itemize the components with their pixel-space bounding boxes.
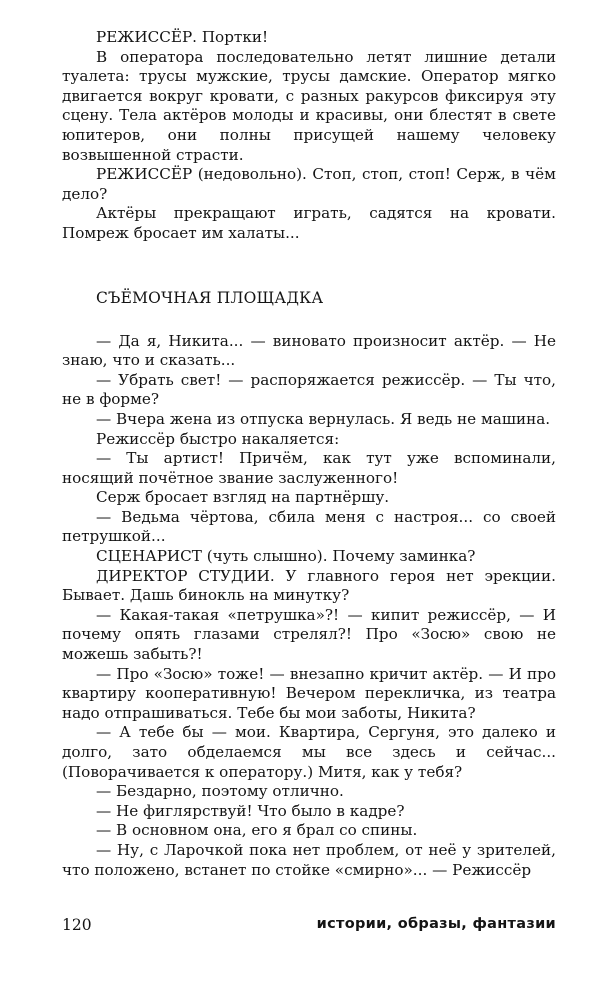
running-title: истории, образы, фантазии [316,916,556,932]
paragraph: — Какая-такая «петрушка»?! — кипит режиссёр, — И почему опять глазами стрелял?! Про «Зосю» свою не можешь забыть?! [62,605,556,664]
paragraph: Режиссёр быстро накаляется: [96,429,340,448]
scene-text-block [62,332,556,881]
paragraph: — Ты артист! Причём, как тут уже вспоминали, носящий почётное звание заслуженного! [62,449,556,487]
paragraph: — Про «Зосю» тоже! — внезапно кричит актёр. — И про квартиру кооперативную! Вечером перекличка, из театра надо отпрашиваться. Тебе бы мои заботы, Никита? [62,664,556,722]
scene-heading: СЪЁМОЧНАЯ ПЛОЩАДКА [96,288,324,307]
paragraph: — Ведьма чёртова, сбила меня с настроя... со своей петрушкой... [62,507,556,546]
paragraph: — Бездарно, поэтому отлично. [96,782,344,801]
paragraph: РЕЖИССЁР. Портки! [96,28,269,46]
paragraph: — Вчера жена из отпуска вернулась. Я ведь не машина. [96,409,551,428]
book-page [62,28,556,880]
paragraph: — Убрать свет! — распоряжается режиссёр. — Ты что, не в форме? [62,370,556,409]
top-text-block [62,28,556,244]
paragraph: — Не фиглярствуй! Что было в кадре? [96,801,405,820]
paragraph: СЦЕНАРИСТ (чуть слышно). Почему заминка? [96,547,476,566]
paragraph: ДИРЕКТОР СТУДИИ. У главного героя нет эрекции. Бывает. Дашь бинокль на минутку? [62,566,556,605]
paragraph: Актёры прекращают играть, садятся на кровати. Помреж бросает им халаты... [62,204,556,242]
paragraph: Серж бросает взгляд на партнёршу. [96,488,390,507]
page-footer [62,916,556,936]
paragraph: — А тебе бы — мои. Квартира, Сергуня, это далеко и долго, зато обделаемся мы все здесь и сейчас... (Поворачивается к оператору.) Митя, как у тебя? [62,723,556,781]
paragraph: — В основном она, его я брал со спины. [96,821,418,840]
paragraph: В оператора последовательно летят лишние детали туалета: трусы мужские, трусы дамские. Оператор мягко двигается вокруг кровати, с разных ракурсов фиксируя эту сцену. Тела актёров молоды и красивы, они блестят в свете юпитеров, они полны присущей нашему человеку возвышенной страсти. [62,47,556,164]
page-number: 120 [62,916,92,934]
paragraph: — Ну, с Ларочкой пока нет проблем, от неё у зрителей, что положено, встанет по стойке «смирно»... — Режиссёр [62,840,556,879]
paragraph: — Да я, Никита... — виновато произносит актёр. — Не знаю, что и сказать... [62,331,556,370]
paragraph: РЕЖИССЁР (недовольно). Стоп, стоп, стоп! Серж, в чём дело? [62,165,556,203]
